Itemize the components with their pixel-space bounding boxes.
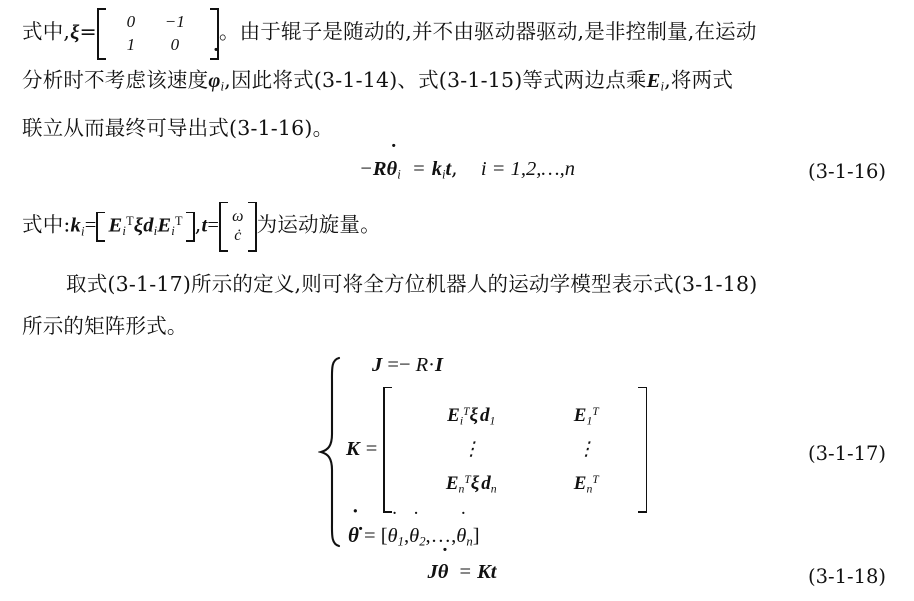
paragraph-1-line-2 bbox=[22, 60, 886, 108]
p1-line2-b: ,因此将式(3-1-14)、式(3-1-15)等式两边点乘 bbox=[224, 68, 647, 92]
matrix-K-r1c1 bbox=[400, 403, 542, 429]
p2-k: k bbox=[70, 214, 81, 237]
E-symbol: E bbox=[646, 70, 661, 92]
k-E2-sub: i bbox=[171, 224, 176, 239]
eq17-theta-sep1: , bbox=[403, 524, 410, 547]
k-E2-sup: T bbox=[175, 214, 183, 229]
K-r3c2-sub: n bbox=[586, 481, 593, 495]
p2-middle: , bbox=[194, 212, 202, 237]
equation-3-1-16 bbox=[0, 156, 914, 198]
equation-3-1-16-number: (3-1-16) bbox=[807, 159, 886, 183]
p3-line1: 取式(3-1-17)所示的定义,则可将全方位机器人的运动学模型表示式(3-1-18) bbox=[66, 271, 758, 296]
xi-symbol: ξ bbox=[70, 21, 80, 44]
equation-3-1-17-body bbox=[0, 354, 914, 550]
eq16-equals: = bbox=[411, 157, 426, 180]
E-subscript: i bbox=[660, 79, 665, 94]
equation-3-1-18-body bbox=[0, 561, 914, 584]
p1-line2-a: 分析时不考虑该速度 bbox=[22, 68, 209, 92]
p1-line1-prefix: 式中, bbox=[22, 19, 71, 44]
eq17-theta-2-sub: 2 bbox=[419, 534, 426, 549]
k-bracket-left bbox=[96, 212, 105, 242]
eq16-t: t bbox=[445, 157, 452, 180]
k-xi: ξ bbox=[133, 214, 144, 237]
matrix-xi-r2c1: 1 bbox=[126, 35, 136, 54]
eq17-K: K bbox=[346, 438, 360, 461]
p1-line3: 联立从而最终可导出式(3-1-16)。 bbox=[22, 115, 334, 140]
K-r1-E-sup: T bbox=[463, 405, 470, 418]
eq17-theta-n-sub: n bbox=[466, 534, 473, 549]
eq17-theta-2: θ ˙ bbox=[409, 525, 419, 548]
bracket-left bbox=[97, 8, 106, 60]
matrix-K-bracket-left bbox=[383, 387, 392, 513]
p1-equals: = bbox=[79, 19, 97, 44]
eq16-theta: θ ˙ bbox=[387, 158, 398, 181]
equation-3-1-18 bbox=[0, 561, 914, 601]
eq17-J: J bbox=[372, 353, 383, 376]
p2-prefix: 式中: bbox=[22, 212, 71, 237]
phi-subscript: i bbox=[220, 79, 225, 94]
p3-line2: 所示的矩阵形式。 bbox=[22, 313, 188, 338]
eq17-theta-sep3: , bbox=[451, 524, 457, 547]
equation-3-1-17 bbox=[0, 354, 914, 550]
k-bracket-content bbox=[105, 201, 185, 252]
matrix-K-r2c1: ⋮ bbox=[461, 438, 481, 460]
eq17-J-minus: − bbox=[398, 353, 411, 376]
eq16-comma: , bbox=[451, 155, 458, 180]
K-r1-d: d bbox=[479, 404, 490, 426]
paragraph-2 bbox=[0, 202, 914, 252]
k-E2: E bbox=[157, 214, 172, 237]
K-r3c2-E: E bbox=[573, 472, 587, 494]
matrix-xi bbox=[97, 8, 219, 60]
equation-3-1-16-body bbox=[0, 156, 914, 183]
eq18-t: t bbox=[490, 561, 497, 584]
t-vector-bottom: ċ bbox=[234, 226, 242, 244]
p2-k-sub: i bbox=[80, 223, 85, 238]
matrix-xi-r2c2: 0 bbox=[170, 35, 180, 54]
k-d: d bbox=[143, 214, 154, 237]
p2-t: t bbox=[201, 214, 208, 237]
eq16-k-sub: i bbox=[441, 167, 446, 182]
K-r1-d-sub: 1 bbox=[489, 414, 496, 428]
paragraph-1-line-3 bbox=[22, 108, 886, 150]
paragraph-3-line-2 bbox=[22, 306, 886, 348]
eq17-theta-ellipsis: … bbox=[430, 524, 452, 547]
eq17-theta-sep2: , bbox=[425, 524, 431, 547]
matrix-xi-grid bbox=[106, 9, 210, 59]
K-r1-E: E bbox=[447, 404, 460, 426]
t-vector bbox=[219, 202, 257, 252]
left-curly-brace-icon bbox=[318, 356, 344, 548]
t-bracket-left bbox=[219, 202, 228, 252]
K-r1-E-sub: i bbox=[459, 414, 464, 428]
eq17-theta-1: θ ˙ bbox=[388, 525, 398, 548]
system-line-theta bbox=[346, 523, 647, 550]
k-bracket-right bbox=[186, 212, 195, 242]
k-d-sub: i bbox=[153, 224, 158, 239]
system-lines bbox=[346, 354, 647, 550]
paragraph-2-line bbox=[22, 202, 886, 252]
eq17-J-R: R bbox=[415, 353, 429, 376]
equation-3-1-18-number: (3-1-18) bbox=[807, 565, 886, 589]
eq17-J-eq: = bbox=[387, 353, 399, 376]
paragraph-3 bbox=[0, 264, 914, 348]
matrix-xi-r1c2: −1 bbox=[164, 12, 186, 32]
eq17-theta-vec: θ̇ ˙ bbox=[348, 523, 359, 548]
matrix-K-r3c1 bbox=[400, 471, 542, 497]
k-bracket bbox=[96, 212, 194, 242]
eq17-theta-close: ] bbox=[472, 524, 480, 547]
paragraph-1-line-1 bbox=[22, 8, 886, 60]
matrix-K bbox=[383, 387, 647, 513]
p1-line1-suffix: 。由于辊子是随动的,并不由驱动器驱动,是非控制量,在运动 bbox=[218, 19, 757, 44]
eq17-theta-eq: = bbox=[364, 524, 376, 547]
K-r3c2-sup: T bbox=[592, 473, 599, 486]
K-r1c2-E: E bbox=[573, 404, 587, 426]
eq16-k: k bbox=[431, 157, 442, 180]
eq17-K-eq: = bbox=[365, 438, 378, 461]
eq18-J: J bbox=[427, 561, 438, 584]
phi-dot-symbol: φ ˙ bbox=[208, 61, 220, 102]
p2-equals-1: = bbox=[84, 214, 97, 237]
t-vector-stack bbox=[228, 207, 248, 246]
K-r3-d: d bbox=[481, 472, 491, 494]
eq16-index: i = 1,2,…,n bbox=[480, 157, 575, 180]
paragraph-3-line-1 bbox=[22, 264, 886, 306]
k-E1-sub: i bbox=[122, 224, 127, 239]
matrix-K-r1c2 bbox=[542, 403, 630, 429]
system-brace bbox=[318, 356, 344, 548]
eq16-R: R bbox=[372, 157, 387, 180]
p1-line2-c: ,将两式 bbox=[664, 68, 734, 92]
matrix-K-grid bbox=[392, 401, 638, 499]
t-bracket-right bbox=[248, 202, 257, 252]
k-E1: E bbox=[108, 214, 123, 237]
matrix-K-r3c2 bbox=[542, 471, 630, 497]
eq17-theta-n: θ ˙ bbox=[456, 525, 466, 548]
matrix-K-bracket-right bbox=[638, 387, 647, 513]
eq17-theta-open: [ bbox=[380, 524, 388, 547]
eq16-minus: − bbox=[359, 157, 373, 180]
K-r3-xi: ξ bbox=[470, 472, 480, 494]
p2-equals-2: = bbox=[207, 214, 220, 237]
eq17-theta-1-sub: 1 bbox=[397, 534, 404, 549]
eq18-equals: = bbox=[459, 561, 472, 584]
eq17-J-dot: · bbox=[428, 353, 435, 376]
paragraph-1 bbox=[0, 0, 914, 150]
eq17-J-I: I bbox=[434, 353, 443, 376]
equation-3-1-17-number: (3-1-17) bbox=[807, 441, 886, 465]
K-r3-d-sub: n bbox=[490, 481, 497, 495]
eq18-theta: θ ˙ bbox=[438, 561, 449, 584]
system-line-J bbox=[346, 354, 647, 377]
K-r1c2-sup: T bbox=[592, 405, 599, 418]
t-vector-top: ω bbox=[232, 208, 244, 226]
matrix-K-r2c2: ⋮ bbox=[576, 438, 596, 460]
K-r3-E-sub: n bbox=[458, 481, 465, 495]
p2-suffix: 为运动旋量。 bbox=[256, 212, 381, 237]
eq18-K: K bbox=[477, 561, 491, 584]
K-r3-E: E bbox=[445, 472, 459, 494]
K-r3-E-sup: T bbox=[464, 473, 471, 486]
system-line-K bbox=[346, 387, 647, 513]
eq16-theta-sub: i bbox=[397, 167, 401, 182]
K-r1-xi: ξ bbox=[469, 404, 478, 426]
matrix-xi-r1c1: 0 bbox=[126, 12, 136, 32]
k-E1-sup: T bbox=[126, 214, 134, 229]
K-r1c2-sub: 1 bbox=[586, 414, 593, 428]
